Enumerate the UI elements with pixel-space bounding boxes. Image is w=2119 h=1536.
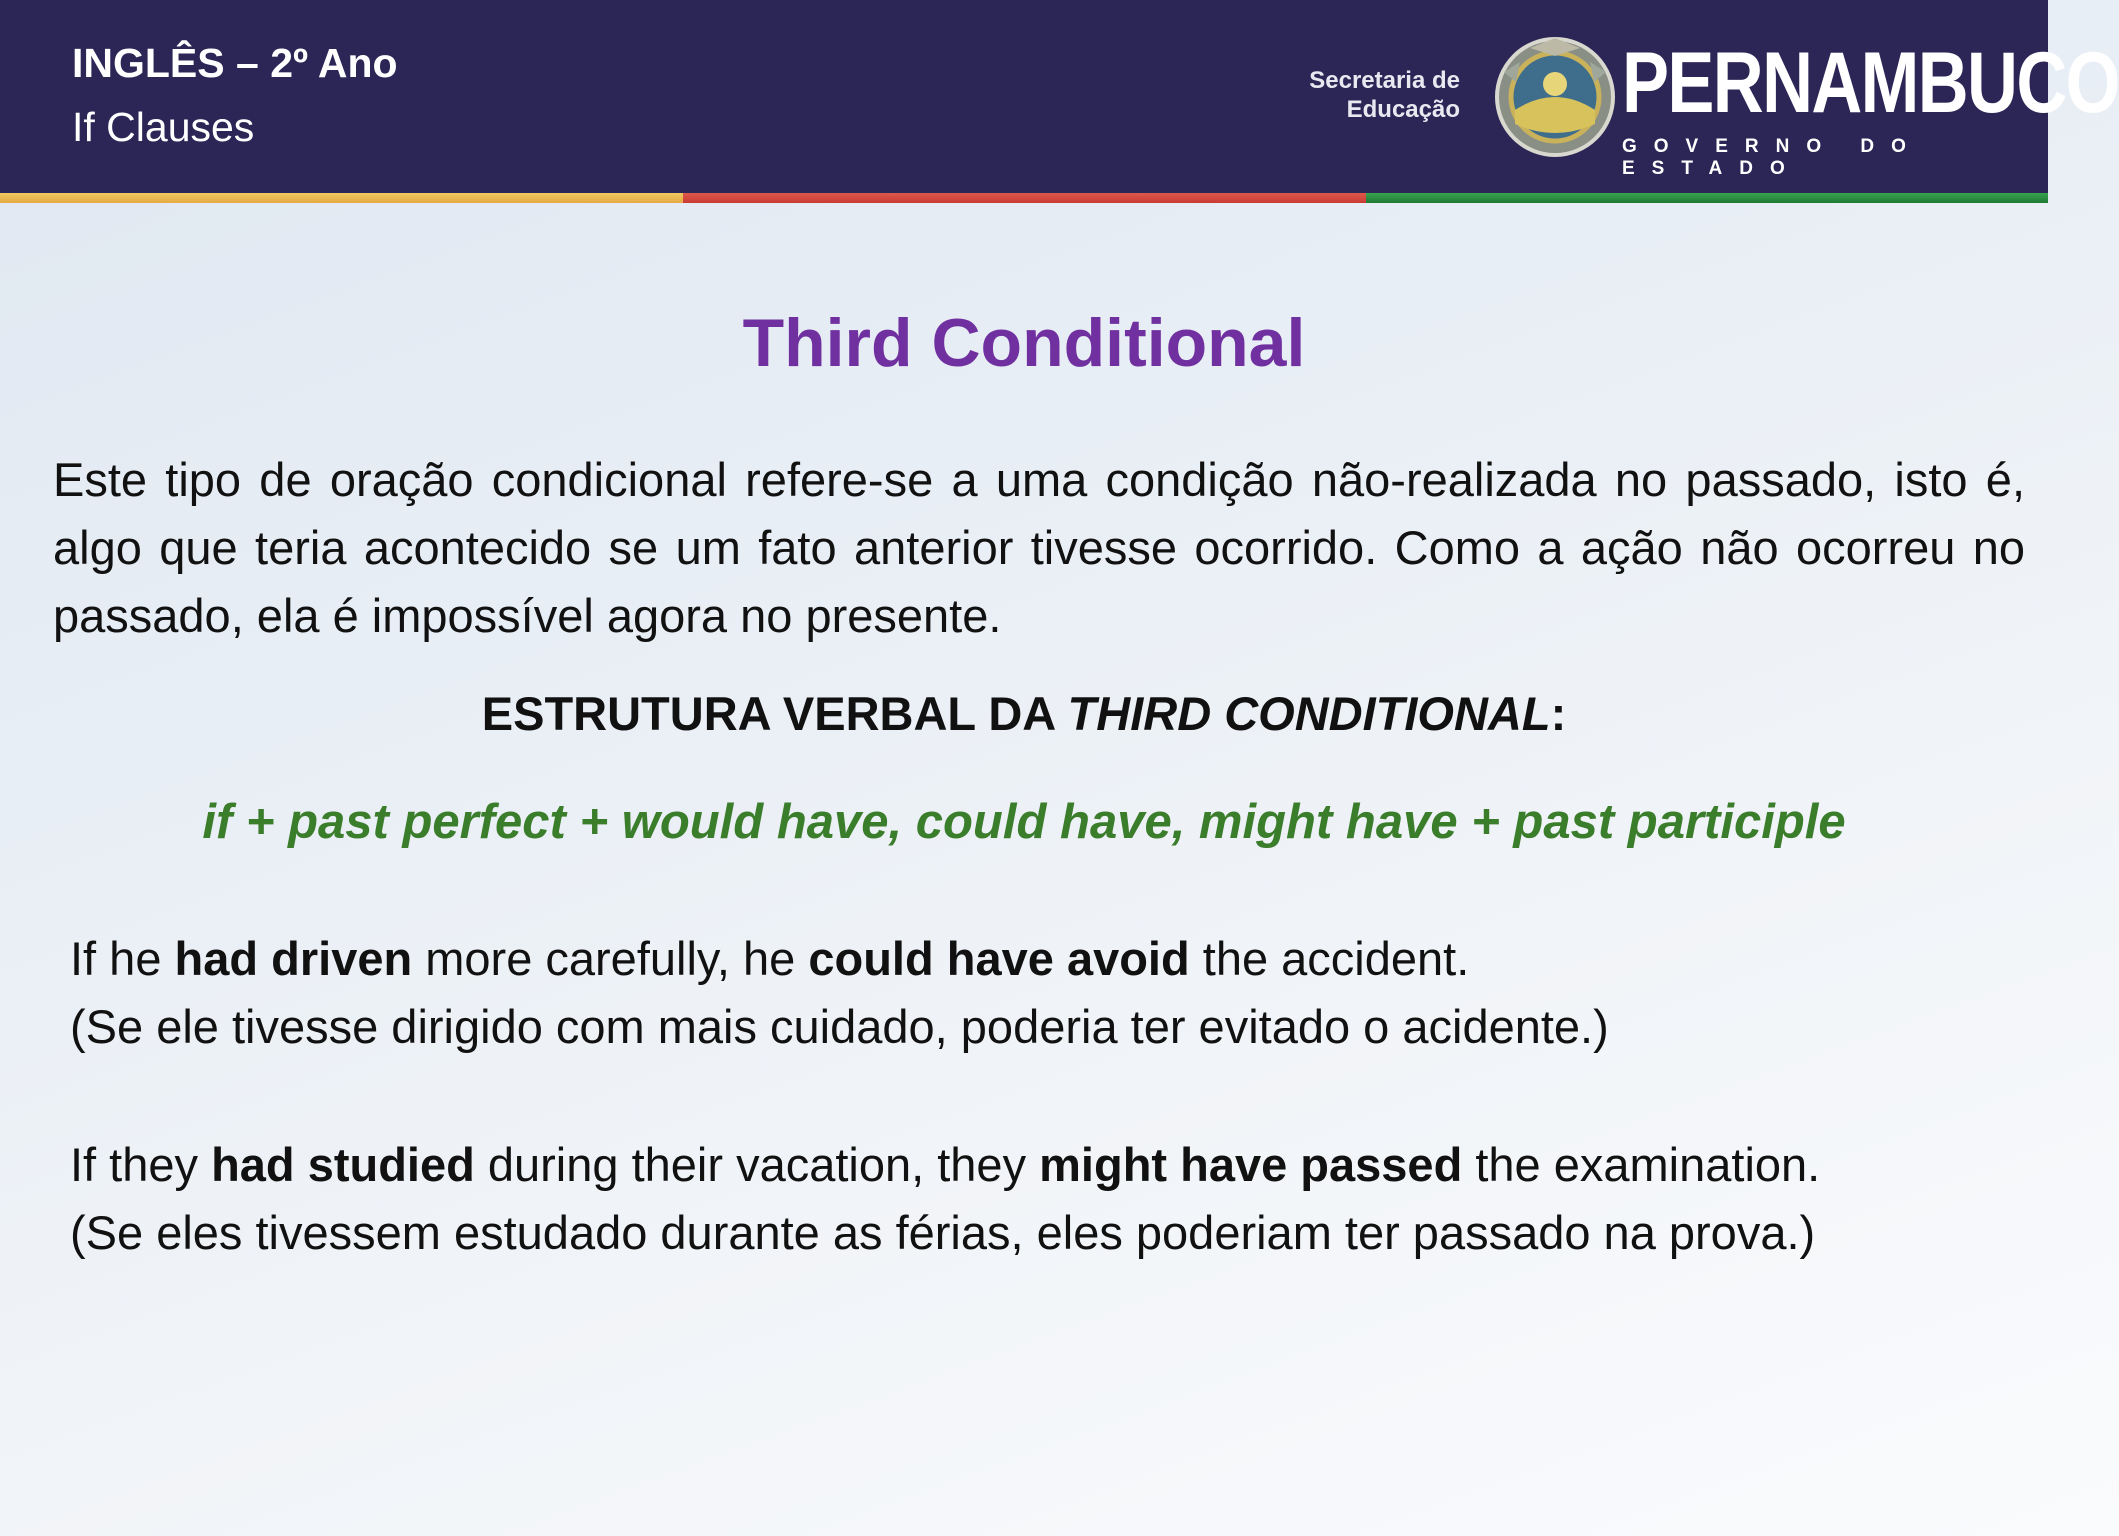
brand-subtitle: GOVERNO DO ESTADO (1622, 136, 1923, 179)
example-highlight: could have avoid (808, 932, 1190, 985)
example-sentence-2 (70, 1131, 1820, 1199)
secretaria-label (1270, 66, 1460, 124)
structure-suffix: : (1550, 687, 1567, 740)
verb-formula: if + past perfect + would have, could have, might have + past participle (202, 795, 1846, 849)
example-highlight: might have passed (1039, 1138, 1463, 1191)
brand-name: PERNAMBUCO (1622, 35, 2119, 131)
course-title: INGLÊS – 2º Ano (72, 40, 398, 86)
example-translation-2: (Se eles tivessem estudado durante as férias, eles poderiam ter passado na prova.) (70, 1206, 1816, 1259)
secretaria-line-2: Educação (1346, 96, 1460, 123)
state-seal-icon (1490, 32, 1620, 162)
example-highlight: had driven (174, 932, 413, 985)
structure-italic: THIRD CONDITIONAL (1067, 687, 1551, 740)
example-sentence-1 (70, 925, 1469, 993)
example-text: the accident. (1189, 932, 1470, 985)
secretaria-line-1: Secretaria de (1309, 67, 1460, 94)
stripe-yellow (0, 193, 683, 203)
header-bar (0, 0, 2119, 193)
slide-title: Third Conditional (742, 305, 1306, 381)
example-highlight: had studied (211, 1138, 475, 1191)
example-text: more carefully, he (412, 932, 809, 985)
structure-prefix: ESTRUTURA VERBAL DA (481, 687, 1068, 740)
stripe-green (1366, 193, 2048, 203)
example-text: the examination. (1462, 1138, 1821, 1191)
stripe-red (683, 193, 1366, 203)
example-text: If they (70, 1138, 212, 1191)
structure-heading (0, 686, 2048, 741)
example-text: during their vacation, they (474, 1138, 1040, 1191)
example-text: If he (70, 932, 175, 985)
example-translation-1: (Se ele tivesse dirigido com mais cuidado, poderia ter evitado o acidente.) (70, 1000, 1609, 1053)
lesson-topic: If Clauses (72, 104, 255, 150)
explanation-paragraph: Este tipo de oração condicional refere-se a uma condição não-realizada no passado, isto é, algo que teria acontecido se um fato anterior tivesse ocorrido. Como a ação não ocorreu no passado, ela é impossível agora no presente. (53, 453, 2025, 642)
